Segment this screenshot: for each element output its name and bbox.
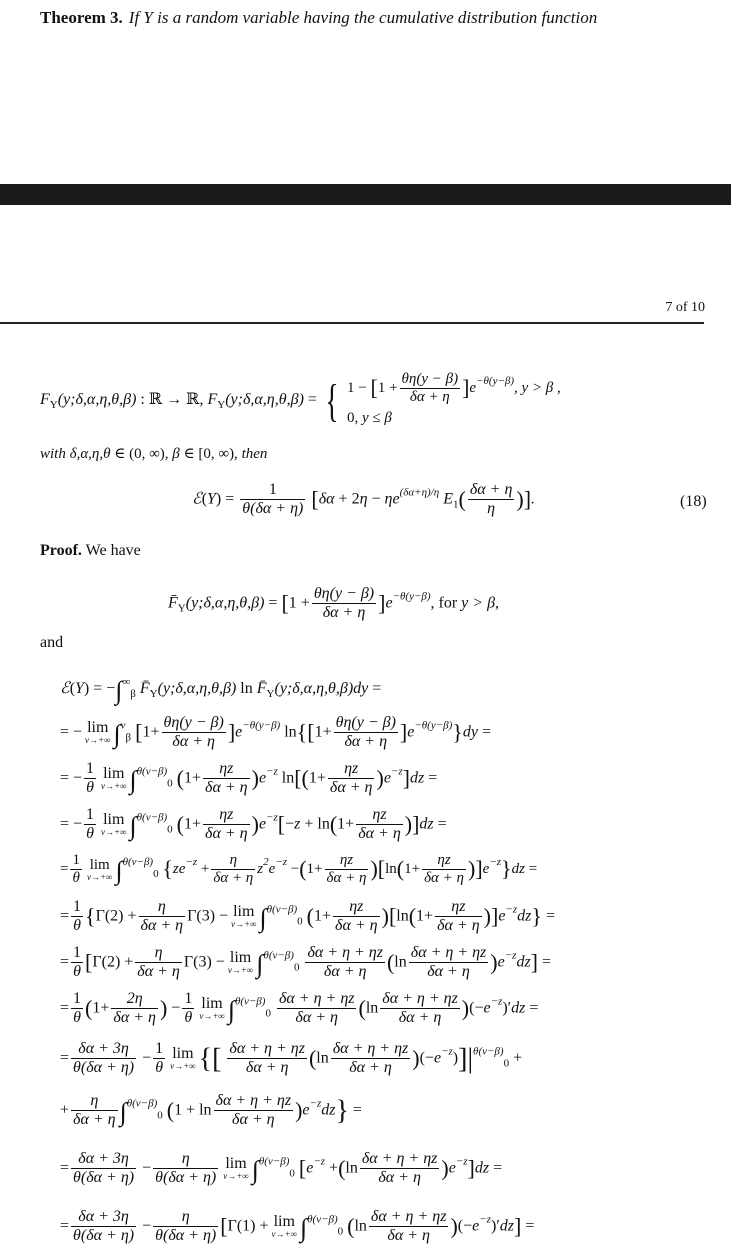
- proof-intro: [40, 542, 141, 560]
- derivation-line-2: = − lim v→+∞ ∫$^v_\beta$ [1+ $\frac{\theta\eta(y - \beta)}{\delta\alpha + \eta}$ ]$e^{-\theta(y-\beta)}$ ln{[1+ $\frac{\theta\eta(y - \beta)}{\delta\alpha + \eta}$ ]$e^{-\theta(y-\beta)}\}dy$ =: [60, 714, 491, 751]
- equation-18: ℰ(Y) = $\frac{1}{\theta(\delta\alpha + \eta)}$ [$\delta\alpha + 2\eta - \eta e^{(\delta\alpha+\eta)/\eta}$ $E_1$( $\frac{\delta\alpha + \eta}{\eta}$ )].: [192, 481, 536, 518]
- proof-label: Proof.: [40, 542, 82, 559]
- cdf-definition: $F_Y(y;\delta,\alpha,\eta,\theta,\beta)$ : ℝ → ℝ, $F_Y(y;\delta,\alpha,\eta,\theta,\beta)$ = { 1 − [1 + $\frac{\theta\eta(y - \beta)}{\delta\alpha + \eta}$ ]$e^{-\theta(y-\beta)}$, y > β , 0, y ≤ β: [40, 370, 561, 427]
- derivation-line-1: ℰ(Y) = $-\int^\infty_\beta$ $F̄_Y(y;\delta,\alpha,\eta,\theta,\beta)$ $\ln F̄_Y(y;\delta,\alpha,\eta,\theta,\beta)dy$ =: [60, 676, 382, 705]
- survival-function: $F̄_Y(y;\delta,\alpha,\eta,\theta,\beta) = [1$ + $\frac{\theta\eta(y - \beta)}{\delta\alpha + \eta}$ ]$e^{-\theta(y-\beta)}$, for y > β,: [168, 585, 500, 622]
- derivation-line-6: = $\frac{1}{\theta}$ {Γ(2) + $\frac{\eta}{\delta\alpha + \eta}$ Γ(3) − lim v→+∞ ∫$^{\theta(v-\beta)}_0$ (1+ $\frac{\eta z}{\delta\alpha + \eta}$ )[ln(1+ $\frac{\eta z}{\delta\alpha + \eta}$ )]$e^{-z}dz$} =: [60, 898, 555, 935]
- theorem-label: Theorem 3.: [40, 8, 123, 27]
- derivation-line-5: = $\frac{1}{\theta}$ lim v→+∞ ∫$^{\theta(v-\beta)}_0$ {$ze^{-z}$ + $\frac{\eta}{\delta\alpha + \eta}$ $z^2e^{-z} -(1+$ $\frac{\eta z}{\delta\alpha + \eta}$ )[ln(1+ $\frac{\eta z}{\delta\alpha + \eta}$ )]$e^{-z}\}dz$ =: [60, 852, 538, 887]
- derivation-line-11: = $\frac{\delta\alpha + 3\eta}{\theta(\delta\alpha + \eta)}$ − $\frac{\eta}{\theta(\delta\alpha + \eta)}$ lim v→+∞ ∫$^{\theta(v-\beta)}_0$ [$e^{-z} +(\ln$ $\frac{\delta\alpha + \eta + \eta z}{\delta\alpha + \eta}$ )$e^{-z}]dz$ =: [60, 1150, 503, 1187]
- page-break-band: [0, 184, 731, 205]
- header-rule: [0, 322, 704, 324]
- page-number: 7 of 10: [665, 300, 705, 315]
- derivation-line-3: = − $\frac{1}{\theta}$ lim v→+∞ ∫$^{\theta(v-\beta)}_0$ (1+ $\frac{\eta z}{\delta\alpha + \eta}$ )$e^{-z}$ ln[(1+ $\frac{\eta z}{\delta\alpha + \eta}$ )$e^{-z}]dz$ =: [60, 760, 438, 797]
- proof-intro-text: We have: [85, 542, 141, 559]
- derivation-line-8: = $\frac{1}{\theta}$ (1+ $\frac{2\eta}{\delta\alpha + \eta}$ ) − $\frac{1}{\theta}$ lim v→+∞ ∫$^{\theta(v-\beta)}_0$ $\frac{\delta\alpha + \eta + \eta z}{\delta\alpha + \eta}$ (ln $\frac{\delta\alpha + \eta + \eta z}{\delta\alpha + \eta}$ )$(-e^{-z})'dz$ =: [60, 990, 539, 1027]
- derivation-line-9: = $\frac{\delta\alpha + 3\eta}{\theta(\delta\alpha + \eta)}$ − $\frac{1}{\theta}$ lim v→+∞ {[ $\frac{\delta\alpha + \eta + \eta z}{\delta\alpha + \eta}$ (ln $\frac{\delta\alpha + \eta + \eta z}{\delta\alpha + \eta}$ )$(-e^{-z})]|^{\theta(v-\beta)}_0$ +: [60, 1040, 523, 1077]
- equation-number: (18): [680, 493, 707, 510]
- parameter-condition: with δ,α,η,θ ∈ (0, ∞), β ∈ [0, ∞), then: [40, 446, 268, 462]
- derivation-line-12: = $\frac{\delta\alpha + 3\eta}{\theta(\delta\alpha + \eta)}$ − $\frac{\eta}{\theta(\delta\alpha + \eta)}$ [Γ(1) + lim v→+∞ ∫$^{\theta(v-\beta)}_0$ (ln $\frac{\delta\alpha + \eta + \eta z}{\delta\alpha + \eta}$ )$(-e^{-z})'dz$] =: [60, 1208, 535, 1245]
- theorem-text: If Y is a random variable having the cumulative distribution function: [128, 8, 598, 27]
- derivation-line-7: = $\frac{1}{\theta}$ [Γ(2) + $\frac{\eta}{\delta\alpha + \eta}$ Γ(3) − lim v→+∞ ∫$^{\theta(v-\beta)}_0$ $\frac{\delta\alpha + \eta + \eta z}{\delta\alpha + \eta}$ (ln $\frac{\delta\alpha + \eta + \eta z}{\delta\alpha + \eta}$ )$e^{-z}dz$] =: [60, 944, 552, 981]
- and-word: and: [40, 634, 64, 651]
- derivation-line-4: = − $\frac{1}{\theta}$ lim v→+∞ ∫$^{\theta(v-\beta)}_0$ (1+ $\frac{\eta z}{\delta\alpha + \eta}$ )$e^{-z}[-z + \ln(1+$ $\frac{\eta z}{\delta\alpha + \eta}$ )]dz =: [60, 806, 447, 843]
- theorem-statement: [40, 8, 597, 28]
- derivation-line-10: + $\frac{\eta}{\delta\alpha + \eta}$ ∫$^{\theta(v-\beta)}_0$ (1 + ln $\frac{\delta\alpha + \eta + \eta z}{\delta\alpha + \eta}$ )$e^{-z}dz$} =: [60, 1092, 362, 1129]
